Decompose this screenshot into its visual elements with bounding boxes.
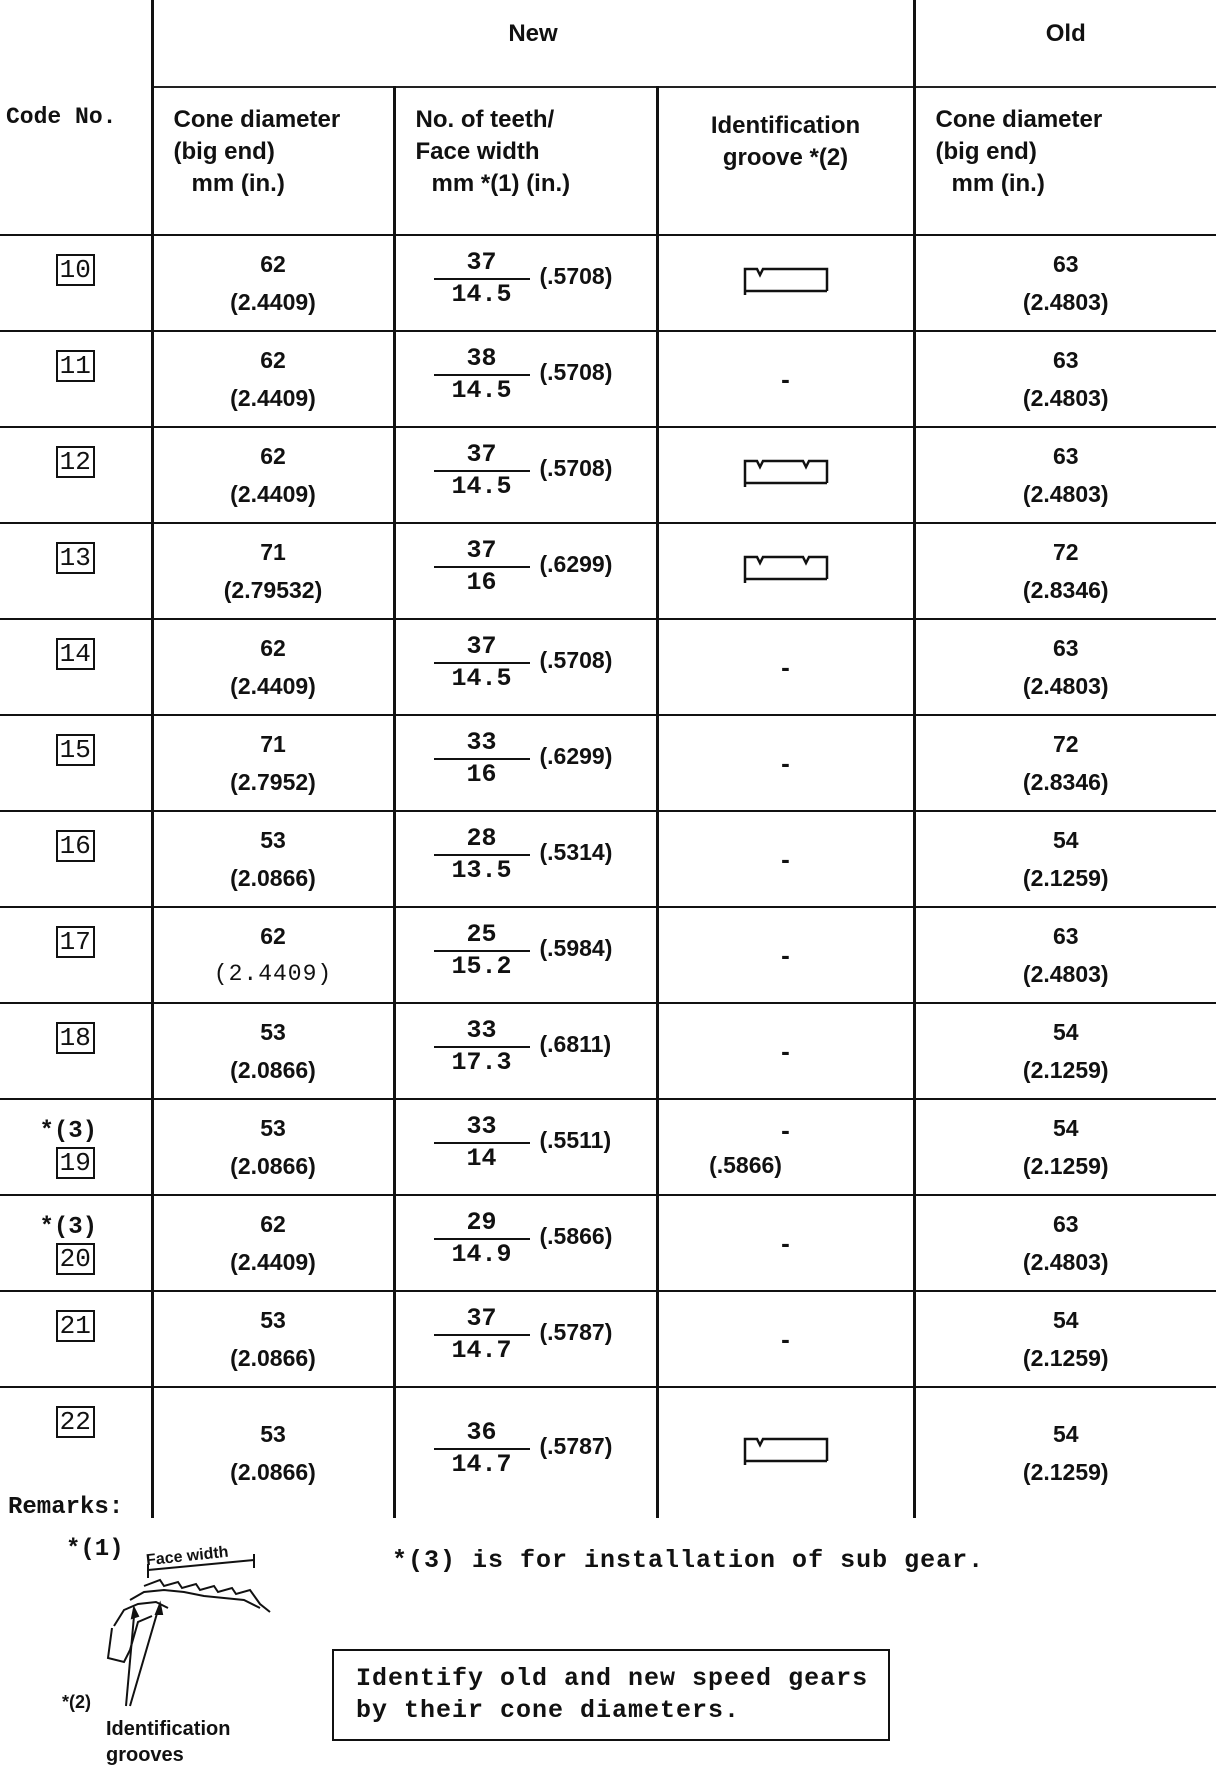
old-cone-mm: 54 xyxy=(916,1415,1216,1453)
remarks-title: Remarks: xyxy=(8,1494,123,1521)
new-cone-in: (2.4409) xyxy=(154,1243,393,1281)
groove-extra-value: (.5866) xyxy=(659,1152,833,1179)
groove-cell xyxy=(657,523,914,619)
teeth-cell xyxy=(394,1387,657,1518)
teeth-fraction xyxy=(434,1209,530,1269)
old-cone-mm: 63 xyxy=(916,629,1216,667)
face-width-mm: 14.9 xyxy=(434,1241,530,1269)
new-cone-in: (2.4409) xyxy=(154,379,393,417)
table-row xyxy=(0,619,1216,715)
code-number: 16 xyxy=(56,830,95,862)
new-cone-cell xyxy=(152,907,394,1003)
code-cell xyxy=(0,1195,152,1291)
teeth-fraction xyxy=(434,633,530,693)
old-cone-cell xyxy=(914,427,1216,523)
new-cone-cell xyxy=(152,331,394,427)
teeth-count: 37 xyxy=(434,633,530,661)
groove-cell xyxy=(657,619,914,715)
table-row xyxy=(0,1099,1216,1195)
teeth-count: 29 xyxy=(434,1209,530,1237)
no-groove-dash: - xyxy=(659,364,913,395)
face-width-mm: 14.5 xyxy=(434,377,530,405)
teeth-count: 37 xyxy=(434,441,530,469)
code-cell xyxy=(0,619,152,715)
groove-header: Identification groove *(2) xyxy=(657,87,914,235)
new-cone-mm: 53 xyxy=(154,1301,393,1339)
teeth-cell xyxy=(394,1003,657,1099)
old-cone-mm: 72 xyxy=(916,725,1216,763)
teeth-fraction xyxy=(434,921,530,981)
old-cone-mm: 72 xyxy=(916,533,1216,571)
new-cone-mm: 53 xyxy=(154,1415,393,1453)
code-number: 11 xyxy=(56,350,95,382)
code-no-header: Code No. xyxy=(0,0,152,235)
code-number: 19 xyxy=(56,1147,95,1179)
new-cone-cell xyxy=(152,1003,394,1099)
face-width-in: (.5708) xyxy=(540,263,613,290)
old-group-header: Old xyxy=(914,0,1216,87)
teeth-fraction xyxy=(434,249,530,309)
teeth-cell xyxy=(394,1291,657,1387)
new-cone-cell xyxy=(152,1387,394,1518)
teeth-cell xyxy=(394,1195,657,1291)
groove-double-notch-icon xyxy=(743,455,829,489)
new-cone-mm: 53 xyxy=(154,821,393,859)
teeth-count: 33 xyxy=(434,1017,530,1045)
no-groove-dash: - xyxy=(659,1324,913,1355)
no-groove-dash: - xyxy=(659,940,913,971)
table-row xyxy=(0,1195,1216,1291)
old-cone-in: (2.4803) xyxy=(916,379,1216,417)
new-cone-in: (2.0866) xyxy=(154,1051,393,1089)
code-number: 22 xyxy=(56,1406,95,1438)
face-width-in: (.5787) xyxy=(540,1433,613,1460)
table-row xyxy=(0,1387,1216,1518)
code-number: 21 xyxy=(56,1310,95,1342)
code-number: 20 xyxy=(56,1243,95,1275)
old-cone-cell xyxy=(914,1003,1216,1099)
new-cone-in: (2.4409) xyxy=(154,283,393,321)
old-cone-in: (2.1259) xyxy=(916,1453,1216,1491)
new-cone-cell xyxy=(152,715,394,811)
code-number: 17 xyxy=(56,926,95,958)
teeth-fraction xyxy=(434,729,530,789)
new-cone-mm: 62 xyxy=(154,917,393,955)
teeth-count: 28 xyxy=(434,825,530,853)
code-cell xyxy=(0,907,152,1003)
gear-sketch-icon xyxy=(104,1552,284,1712)
new-cone-in: (2.4409) xyxy=(154,667,393,705)
old-cone-cell xyxy=(914,811,1216,907)
groove-single-notch-icon xyxy=(743,263,829,297)
teeth-count: 33 xyxy=(434,729,530,757)
new-cone-cell xyxy=(152,811,394,907)
teeth-cell xyxy=(394,715,657,811)
groove-cell xyxy=(657,907,914,1003)
no-groove-dash: - xyxy=(659,844,913,875)
teeth-cell xyxy=(394,331,657,427)
code-number: 15 xyxy=(56,734,95,766)
new-cone-mm: 62 xyxy=(154,437,393,475)
identify-note-box: Identify old and new speed gears by their cone diameters. xyxy=(332,1649,890,1741)
groove-cell xyxy=(657,1387,914,1518)
teeth-count: 38 xyxy=(434,345,530,373)
old-cone-in: (2.8346) xyxy=(916,571,1216,609)
new-cone-in: (2.7952) xyxy=(154,763,393,801)
teeth-cell xyxy=(394,427,657,523)
code-number: 12 xyxy=(56,446,95,478)
code-number: 14 xyxy=(56,638,95,670)
teeth-fraction xyxy=(434,537,530,597)
teeth-count: 37 xyxy=(434,249,530,277)
face-width-in: (.5708) xyxy=(540,359,613,386)
face-width-label: Face width xyxy=(145,1544,229,1571)
old-cone-cell xyxy=(914,715,1216,811)
new-cone-mm: 71 xyxy=(154,725,393,763)
old-cone-cell xyxy=(914,1195,1216,1291)
identification-grooves-label: Identification grooves xyxy=(106,1716,230,1768)
face-width-mm: 13.5 xyxy=(434,857,530,885)
new-cone-in: (2.79532) xyxy=(154,571,393,609)
new-cone-cell xyxy=(152,523,394,619)
table-row xyxy=(0,427,1216,523)
teeth-header: No. of teeth/ Face width mm *(1) (in.) xyxy=(394,87,657,235)
new-cone-cell xyxy=(152,619,394,715)
code-number: 10 xyxy=(56,254,95,286)
teeth-fraction xyxy=(434,345,530,405)
code-cell xyxy=(0,715,152,811)
code-cell xyxy=(0,235,152,331)
teeth-cell xyxy=(394,811,657,907)
face-width-mm: 14.5 xyxy=(434,281,530,309)
remark-star-1: *(1) xyxy=(66,1536,124,1563)
groove-cell xyxy=(657,235,914,331)
face-width-mm: 15.2 xyxy=(434,953,530,981)
remark-star-2: *(2) xyxy=(62,1692,91,1713)
remark-note-3: *(3) is for installation of sub gear. xyxy=(392,1546,984,1575)
face-width-in: (.5511) xyxy=(540,1127,612,1154)
face-width-mm: 16 xyxy=(434,569,530,597)
new-cone-mm: 62 xyxy=(154,341,393,379)
no-groove-dash: - xyxy=(659,1036,913,1067)
new-cone-in: (2.0866) xyxy=(154,1339,393,1377)
face-width-mm: 14.5 xyxy=(434,473,530,501)
code-cell xyxy=(0,1291,152,1387)
old-cone-mm: 54 xyxy=(916,1301,1216,1339)
face-width-mm: 16 xyxy=(434,761,530,789)
old-cone-in: (2.1259) xyxy=(916,1051,1216,1089)
old-cone-in: (2.4803) xyxy=(916,475,1216,513)
new-group-header: New xyxy=(152,0,914,87)
old-cone-cell xyxy=(914,523,1216,619)
teeth-count: 36 xyxy=(434,1419,530,1447)
old-cone-mm: 63 xyxy=(916,341,1216,379)
old-cone-mm: 63 xyxy=(916,1205,1216,1243)
new-cone-cell xyxy=(152,1099,394,1195)
teeth-count: 33 xyxy=(434,1113,530,1141)
face-width-in: (.5708) xyxy=(540,647,613,674)
code-number: 18 xyxy=(56,1022,95,1054)
face-width-mm: 17.3 xyxy=(434,1049,530,1077)
sub-gear-marker: *(3) xyxy=(0,1214,151,1241)
old-cone-mm: 63 xyxy=(916,245,1216,283)
code-cell xyxy=(0,523,152,619)
new-cone-mm: 62 xyxy=(154,245,393,283)
old-cone-cell xyxy=(914,1387,1216,1518)
new-cone-mm: 62 xyxy=(154,1205,393,1243)
teeth-cell xyxy=(394,523,657,619)
old-cone-mm: 54 xyxy=(916,821,1216,859)
teeth-cell xyxy=(394,1099,657,1195)
table-row xyxy=(0,331,1216,427)
groove-double-notch-icon xyxy=(743,551,829,585)
groove-cell xyxy=(657,715,914,811)
face-width-mm: 14.7 xyxy=(434,1337,530,1365)
new-cone-header: Cone diameter (big end) mm (in.) xyxy=(152,87,394,235)
face-width-in: (.6299) xyxy=(540,743,613,770)
table-row xyxy=(0,235,1216,331)
face-width-mm: 14.7 xyxy=(434,1451,530,1479)
groove-cell xyxy=(657,1099,914,1195)
new-cone-mm: 53 xyxy=(154,1013,393,1051)
old-cone-in: (2.8346) xyxy=(916,763,1216,801)
face-width-in: (.5866) xyxy=(540,1223,613,1250)
groove-cell xyxy=(657,427,914,523)
groove-cell xyxy=(657,811,914,907)
old-cone-in: (2.1259) xyxy=(916,1339,1216,1377)
face-width-in: (.5314) xyxy=(540,839,613,866)
teeth-cell xyxy=(394,619,657,715)
teeth-fraction xyxy=(434,441,530,501)
new-cone-mm: 62 xyxy=(154,629,393,667)
old-cone-cell xyxy=(914,1099,1216,1195)
old-cone-mm: 63 xyxy=(916,437,1216,475)
no-groove-dash: - xyxy=(659,1115,913,1146)
code-cell xyxy=(0,1099,152,1195)
teeth-count: 37 xyxy=(434,537,530,565)
old-cone-mm: 54 xyxy=(916,1013,1216,1051)
old-cone-in: (2.1259) xyxy=(916,859,1216,897)
old-cone-in: (2.4803) xyxy=(916,667,1216,705)
old-cone-cell xyxy=(914,907,1216,1003)
table-row xyxy=(0,523,1216,619)
new-cone-cell xyxy=(152,427,394,523)
face-width-mm: 14.5 xyxy=(434,665,530,693)
face-width-mm: 14 xyxy=(434,1145,530,1173)
face-width-in: (.5787) xyxy=(540,1319,613,1346)
code-number: 13 xyxy=(56,542,95,574)
no-groove-dash: - xyxy=(659,1228,913,1259)
face-width-in: (.5984) xyxy=(540,935,613,962)
no-groove-dash: - xyxy=(659,652,913,683)
groove-cell xyxy=(657,1291,914,1387)
old-cone-cell xyxy=(914,331,1216,427)
old-cone-mm: 63 xyxy=(916,917,1216,955)
old-cone-in: (2.4803) xyxy=(916,283,1216,321)
teeth-cell xyxy=(394,907,657,1003)
code-cell xyxy=(0,1003,152,1099)
new-cone-in: (2.4409) xyxy=(154,955,393,993)
teeth-cell xyxy=(394,235,657,331)
no-groove-dash: - xyxy=(659,748,913,779)
teeth-fraction xyxy=(434,1017,530,1077)
groove-cell xyxy=(657,1195,914,1291)
new-cone-cell xyxy=(152,235,394,331)
new-cone-cell xyxy=(152,1291,394,1387)
teeth-fraction xyxy=(434,1305,530,1365)
face-width-in: (.6299) xyxy=(540,551,613,578)
code-cell xyxy=(0,427,152,523)
table-row xyxy=(0,715,1216,811)
code-cell xyxy=(0,811,152,907)
new-cone-in: (2.0866) xyxy=(154,1147,393,1185)
old-cone-mm: 54 xyxy=(916,1109,1216,1147)
old-cone-cell xyxy=(914,1291,1216,1387)
old-cone-cell xyxy=(914,235,1216,331)
teeth-count: 37 xyxy=(434,1305,530,1333)
teeth-count: 25 xyxy=(434,921,530,949)
old-cone-cell xyxy=(914,619,1216,715)
new-cone-cell xyxy=(152,1195,394,1291)
sub-gear-marker: *(3) xyxy=(0,1118,151,1145)
groove-cell xyxy=(657,1003,914,1099)
face-width-in: (.6811) xyxy=(540,1031,612,1058)
teeth-fraction xyxy=(434,825,530,885)
new-cone-in: (2.0866) xyxy=(154,1453,393,1491)
new-cone-in: (2.4409) xyxy=(154,475,393,513)
teeth-fraction xyxy=(434,1419,530,1479)
table-row xyxy=(0,1291,1216,1387)
new-cone-in: (2.0866) xyxy=(154,859,393,897)
teeth-fraction xyxy=(434,1113,530,1173)
old-cone-in: (2.4803) xyxy=(916,955,1216,993)
code-cell xyxy=(0,331,152,427)
table-row xyxy=(0,811,1216,907)
table-row xyxy=(0,907,1216,1003)
old-cone-header: Cone diameter (big end) mm (in.) xyxy=(914,87,1216,235)
old-cone-in: (2.1259) xyxy=(916,1147,1216,1185)
new-cone-mm: 71 xyxy=(154,533,393,571)
face-width-in: (.5708) xyxy=(540,455,613,482)
table-row xyxy=(0,1003,1216,1099)
new-cone-mm: 53 xyxy=(154,1109,393,1147)
groove-cell xyxy=(657,331,914,427)
groove-single-notch-icon xyxy=(743,1433,829,1467)
old-cone-in: (2.4803) xyxy=(916,1243,1216,1281)
